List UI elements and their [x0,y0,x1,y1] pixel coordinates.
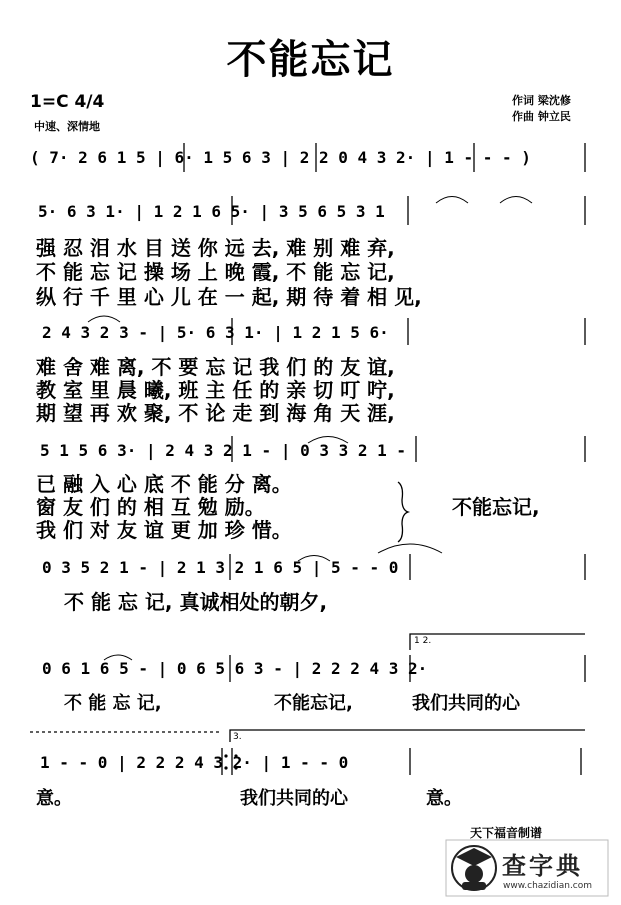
lyric-line: 已 融 入 心 底 不 能 分 离。 [36,472,292,496]
lyric-line: 不 能 忘 记, [64,693,162,714]
lyric-line: 我们共同的心 [412,693,520,714]
staff-row-notes: 0 6 1 6 5 - | 0 6 5 6 3 - | 2 2 2 4 3 2· [42,659,428,678]
lyric-line: 意。 [426,788,462,809]
lyricist-credit: 作词 梁沈修 [512,94,571,107]
watermark-brand: 查字典 [502,852,583,880]
lyric-line: 窗 友 们 的 相 互 勉 励。 [36,495,265,519]
logo-icon [452,846,496,890]
maker-credit: 天下福音制谱 [470,826,543,840]
lyric-line: 强 忍 泪 水 目 送 你 远 去, 难 别 难 弃, [36,236,395,260]
watermark-url: www.chazidian.com [503,881,593,891]
lyric-line: 我 们 对 友 谊 更 加 珍 惜。 [36,518,292,542]
lyric-line: 纵 行 千 里 心 儿 在 一 起, 期 待 着 相 见, [36,285,422,309]
lyric-line: 不能忘记, [274,693,353,714]
volta-label: 3. [233,732,242,742]
side-lyric: 不能忘记, [452,495,540,519]
lyric-line: 期 望 再 欢 聚, 不 论 走 到 海 角 天 涯, [36,401,395,425]
volta-label: 1 2. [414,636,432,646]
lyric-line: 不 能 忘 记, 真诚相处的朝夕, [64,590,328,614]
tempo-marking: 中速、深情地 [34,120,100,133]
staff-row-notes: 2 4 3 2 3 - | 5· 6 3 1· | 1 2 1 5 6· [42,323,389,342]
staff-row-notes: 1 - - 0 | 2 2 2 4 3 2· | 1 - - 0 [40,753,349,772]
lyric-line: 意。 [36,788,72,809]
page-title: 不能忘记 [226,37,395,83]
staff-row-notes: 5 1 5 6 3· | 2 4 3 2 1 - | 0 3 3 2 1 - [40,441,407,460]
composer-credit: 作曲 钟立民 [512,110,571,123]
staff-row-notes: ( 7· 2 6 1 5 | 6· 1 5 6 3 | 2 2 0 4 3 2· | 1 - - - ) [30,148,531,167]
staff-row-notes: 5· 6 3 1· | 1 2 1 6 5· | 3 5 6 5 3 1 [38,202,385,221]
lyric-line: 教 室 里 晨 曦, 班 主 任 的 亲 切 叮 咛, [36,378,395,402]
lyric-line: 难 舍 难 离, 不 要 忘 记 我 们 的 友 谊, [36,355,395,379]
staff-row-notes: 0 3 5 2 1 - | 2 1 3 2 1 6 5 | 5 - - 0 [42,558,399,577]
key-signature: 1=C 4/4 [30,92,105,112]
lyric-line: 不 能 忘 记 操 场 上 晚 霞, 不 能 忘 记, [36,260,395,284]
lyric-line: 我们共同的心 [240,788,348,809]
